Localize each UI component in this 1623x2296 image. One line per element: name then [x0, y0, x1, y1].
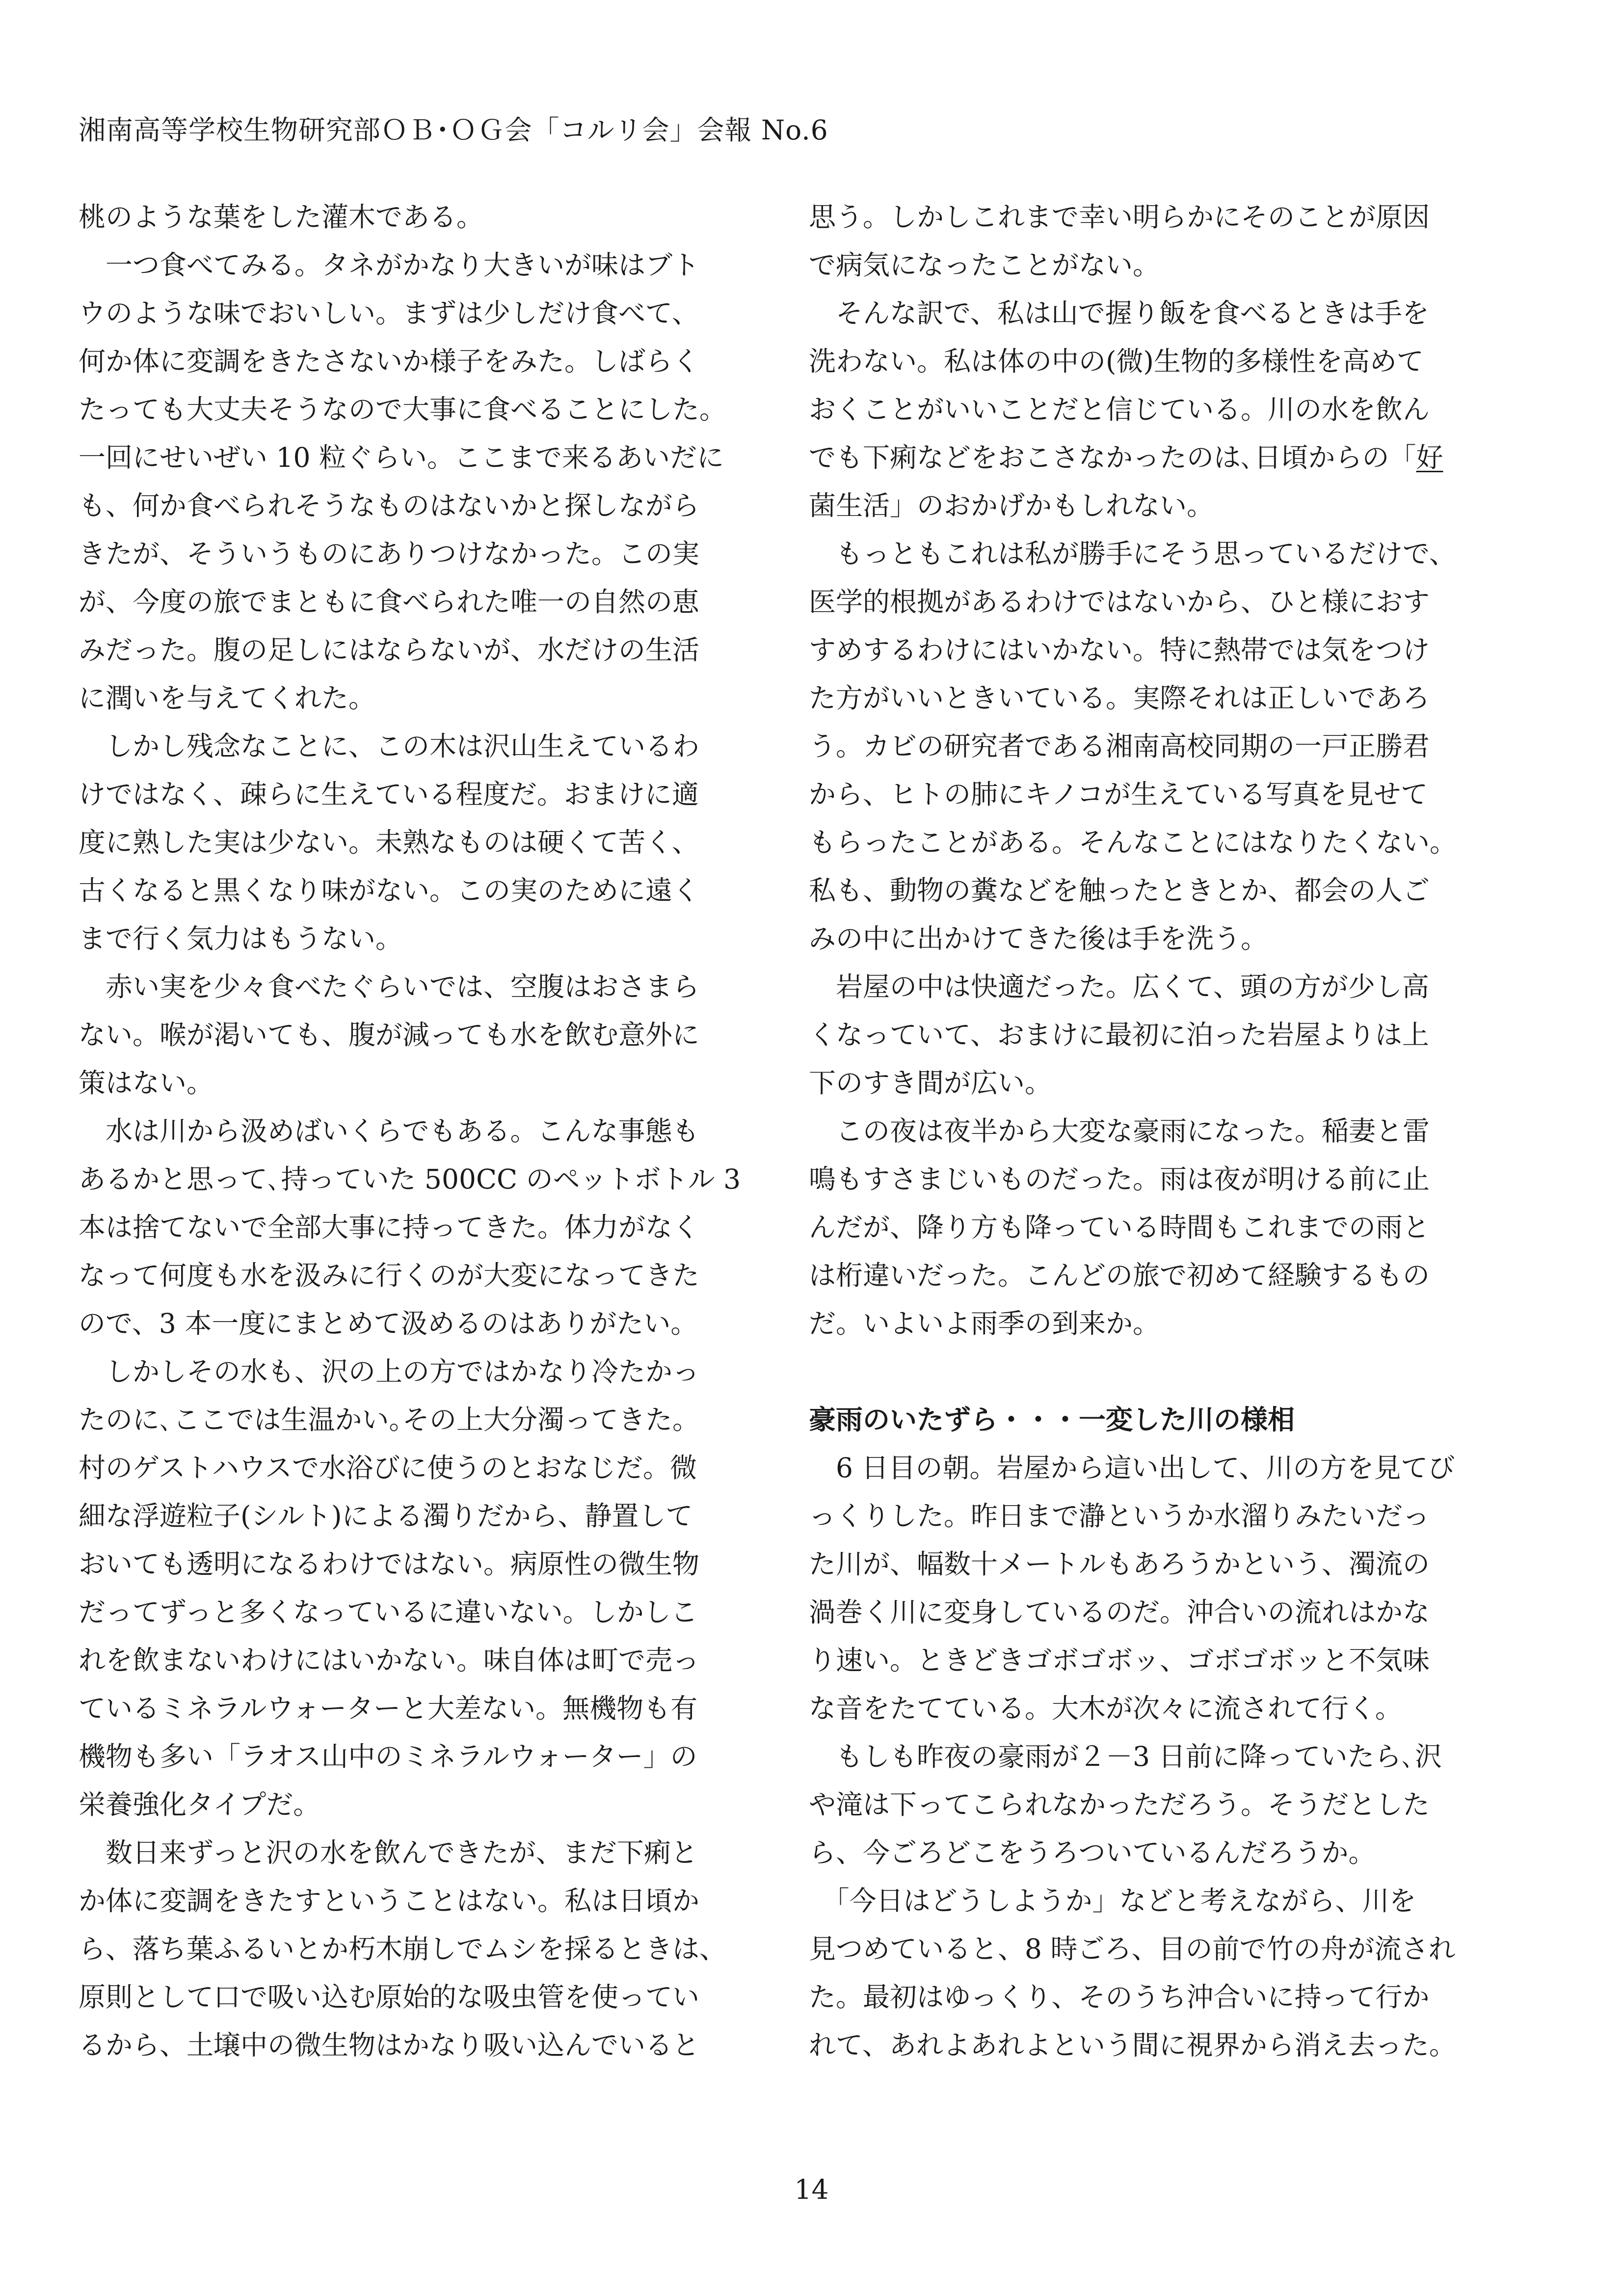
body-line: みの中に出かけてきた後は手を洗う。 [809, 923, 1268, 954]
body-line: あるかと思って､持っていた 500CC のペットボトル 3 [79, 1163, 741, 1195]
body-line: おくことがいいことだと信じている。川の水を飲ん [809, 394, 1430, 425]
body-line: だ。いよいよ雨季の到来か。 [809, 1308, 1160, 1339]
body-line: きたが、そういうものにありつけなかった。この実 [79, 538, 700, 569]
body-line [809, 433, 1479, 482]
right-column [809, 193, 1479, 2069]
body-line: 思う。しかしこれまで幸い明らかにそのことが原因 [809, 201, 1430, 233]
body-line: 見つめていると、8 時ごろ、目の前で竹の舟が流され [809, 1933, 1456, 1965]
body-line: しかしその水も、沢の上の方ではかなり冷たかっ [79, 1356, 700, 1387]
body-line: 古くなると黒くなり味がない。この実のために遠く [79, 875, 700, 906]
body-line-text: でも下痢などをおこさなかったのは､日頃からの「 [809, 442, 1416, 473]
body-line: おいても透明になるわけではない。病原性の微生物 [79, 1548, 700, 1580]
body-line: ので、3 本一度にまとめて汲めるのはありがたい。 [79, 1308, 698, 1339]
body-line: 本は捨てないで全部大事に持ってきた。体力がなく [79, 1212, 700, 1243]
body-line: 数日来ずっと沢の水を飲んできたが、まだ下痢と [79, 1837, 698, 1868]
body-line: んだが、降り方も降っている時間もこれまでの雨と [809, 1212, 1430, 1243]
body-line: 一つ食べてみる。タネがかなり大きいが味はブト [79, 249, 700, 281]
body-line: 一回にせいぜい 10 粒ぐらい。ここまで来るあいだに [79, 442, 724, 473]
body-line: るから、土壌中の微生物はかなり吸い込んでいると [79, 2029, 700, 2061]
body-line: まで行く気力はもうない。 [79, 923, 403, 954]
body-line: そんな訳で、私は山で握り飯を食べるときは手を [809, 297, 1429, 329]
body-line: 渦巻く川に変身しているのだ。沖合いの流れはかな [809, 1596, 1430, 1628]
body-line: っくりした。昨日まで瀞というか水溜りみたいだっ [809, 1500, 1430, 1532]
body-line: 菌生活」のおかげかもしれない。 [809, 490, 1214, 521]
body-line: もっともこれは私が勝手にそう思っているだけで、 [809, 538, 1456, 569]
body-line: 私も、動物の糞などを触ったときとか、都会の人ご [809, 875, 1430, 906]
body-line: しかし残念なことに、この木は沢山生えているわ [79, 730, 700, 762]
body-line: 水は川から汲めばいくらでもある。こんな事態も [79, 1115, 699, 1147]
page-number: 14 [794, 2174, 829, 2205]
body-line: 策はない。 [79, 1067, 214, 1099]
body-line: ているミネラルウォーターと大差ない。無機物も有 [79, 1693, 698, 1724]
body-line: 何か体に変調をきたさないか様子をみた。しばらく [79, 346, 700, 377]
body-line: ら、落ち葉ふるいとか朽木崩しでムシを採るときは、 [79, 1933, 727, 1965]
body-line: たのに､ここでは生温かい｡その上大分濁ってきた。 [79, 1404, 700, 1435]
body-line: もらったことがある。そんなことにはなりたくない。 [809, 827, 1457, 858]
body-line: な音をたてている。大木が次々に流されて行く。 [809, 1693, 1402, 1724]
body-line: けではなく、疎らに生えている程度だ。おまけに適 [79, 779, 699, 810]
body-line: が、今度の旅でまともに食べられた唯一の自然の恵 [79, 586, 700, 618]
body-line: ウのような味でおいしい。まずは少しだけ食べて、 [79, 297, 699, 329]
body-line: 洗わない。私は体の中の(微)生物的多様性を高めて [809, 346, 1424, 377]
body-line: 医学的根拠があるわけではないから、ひと様におす [809, 586, 1430, 618]
running-header: 湘南高等学校生物研究部ＯＢ･ＯＧ会「コルリ会」会報 No.6 [79, 114, 828, 146]
body-line: だってずっと多くなっているに違いない。しかしこ [79, 1596, 698, 1628]
body-line: 岩屋の中は快適だった。広くて、頭の方が少し高 [809, 971, 1429, 1002]
body-line: で病気になったことがない。 [809, 249, 1160, 281]
body-line: や滝は下ってこられなかっただろう。そうだとした [809, 1789, 1430, 1820]
body-line: 度に熟した実は少ない。未熟なものは硬くて苦く、 [79, 827, 699, 858]
body-line: れを飲まないわけにはいかない。味自体は町で売っ [79, 1645, 700, 1676]
body-line: に潤いを与えてくれた。 [79, 682, 376, 714]
body-line: も、何か食べられそうなものはないかと探しながら [79, 490, 700, 521]
body-line: た川が、幅数十メートルもあろうかという、濁流の [809, 1548, 1430, 1580]
body-line: ら、今ごろどこをうろついているんだろうか。 [809, 1837, 1376, 1868]
body-line: 機物も多い「ラオス山中のミネラルウォーター」の [79, 1741, 697, 1772]
blank-line [809, 1348, 1479, 1396]
body-line: う。カビの研究者である湘南高校同期の一戸正勝君 [809, 730, 1430, 762]
body-line: なって何度も水を汲みに行くのが大変になってきた [79, 1260, 700, 1291]
body-line: か体に変調をきたすということはない。私は日頃か [79, 1885, 700, 1917]
section-heading: 豪雨のいたずら・・・一変した川の様相 [809, 1404, 1295, 1435]
body-line: 桃のような葉をした灌木である。 [79, 201, 484, 233]
left-column [79, 193, 748, 2069]
body-line: た方がいいときいている。実際それは正しいであろ [809, 682, 1430, 714]
body-line: 栄養強化タイプだ。 [79, 1789, 320, 1820]
body-line: 細な浮遊粒子(シルト)による濁りだから、静置して [79, 1500, 693, 1532]
underlined-word: 好 [1416, 442, 1443, 473]
body-line: は桁違いだった。こんどの旅で初めて経験するもの [809, 1260, 1430, 1291]
body-line: 「今日はどうしようか」などと考えながら、川を [809, 1885, 1416, 1917]
body-line: 赤い実を少々食べたぐらいでは、空腹はおさまら [79, 971, 700, 1002]
body-line: たっても大丈夫そうなので大事に食べることにした。 [79, 394, 727, 425]
body-line: もしも昨夜の豪雨が２－3 日前に降っていたら､沢 [809, 1741, 1442, 1772]
body-line: 下のすき間が広い。 [809, 1067, 1052, 1099]
body-line: 鳴もすさまじいものだった。雨は夜が明ける前に止 [809, 1163, 1430, 1195]
body-line: から、ヒトの肺にキノコが生えている写真を見せて [809, 779, 1428, 810]
body-line: た。最初はゆっくり、そのうち沖合いに持って行か [809, 1981, 1430, 2013]
body-line: り速い。ときどきゴボゴボッ、ゴボゴボッと不気味 [809, 1645, 1430, 1676]
body-line: 原則として口で吸い込む原始的な吸虫管を使ってい [79, 1981, 700, 2013]
body-line: すめするわけにはいかない。特に熱帯では気をつけ [809, 634, 1430, 666]
body-line: ない。喉が渇いても、腹が減っても水を飲む意外に [79, 1019, 700, 1051]
body-line: この夜は夜半から大変な豪雨になった。稲妻と雷 [809, 1115, 1430, 1147]
body-line: れて、あれよあれよという間に視界から消え去った。 [809, 2029, 1456, 2061]
body-line: 6 日目の朝。岩屋から這い出して、川の方を見てび [809, 1452, 1455, 1484]
body-line: 村のゲストハウスで水浴びに使うのとおなじだ。微 [79, 1452, 697, 1484]
body-line: みだった。腹の足しにはならないが、水だけの生活 [79, 634, 700, 666]
body-line: くなっていて、おまけに最初に泊った岩屋よりは上 [809, 1019, 1429, 1051]
